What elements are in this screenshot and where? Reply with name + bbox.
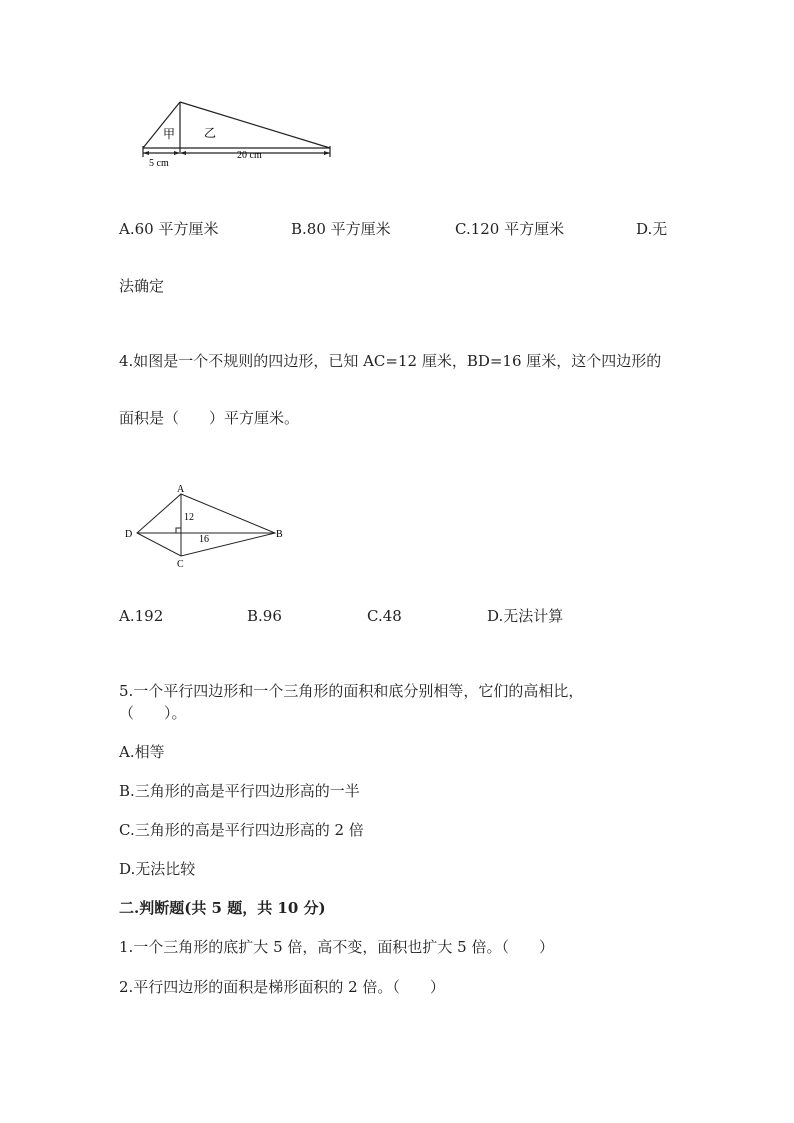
quadrilateral-figure (0, 478, 794, 588)
q3-option-d[interactable]: D.无 (636, 220, 668, 238)
arrow-left-start (143, 151, 149, 155)
dim-left-label: 5 cm (149, 158, 169, 169)
q3-option-b[interactable]: B.80 平方厘米 (291, 220, 391, 238)
label-yi: 乙 (204, 126, 217, 140)
right-angle-mark (176, 528, 181, 533)
arrow-left-end (174, 151, 180, 155)
dim-right-label: 20 cm (237, 150, 262, 161)
triangle-right-side (180, 102, 330, 148)
q5-stem-line2: （ ）。 (119, 704, 187, 722)
q4-option-b[interactable]: B.96 (247, 607, 282, 625)
label-12: 12 (184, 512, 194, 523)
vertex-b: B (276, 529, 283, 540)
arrow-right-end (324, 151, 330, 155)
q4-option-c[interactable]: C.48 (367, 607, 402, 625)
arrow-right-start (180, 151, 186, 155)
q5-option-b[interactable]: B.三角形的高是平行四边形高的一半 (119, 782, 360, 800)
q3-option-d-continued: 法确定 (119, 277, 165, 295)
q4-option-a[interactable]: A.192 (119, 607, 164, 625)
vertex-d: D (125, 529, 133, 540)
q5-stem-line1: 5.一个平行四边形和一个三角形的面积和底分别相等，它们的高相比， (119, 682, 584, 700)
q4-option-d[interactable]: D.无法计算 (487, 607, 564, 625)
q5-option-a[interactable]: A.相等 (119, 743, 165, 761)
q3-option-c[interactable]: C.120 平方厘米 (455, 220, 565, 238)
quadrilateral-outline (137, 494, 275, 556)
q5-option-c[interactable]: C.三角形的高是平行四边形高的 2 倍 (119, 821, 364, 839)
judge-item-1: 1.一个三角形的底扩大 5 倍，高不变，面积也扩大 5 倍。（ ） (119, 938, 554, 956)
vertex-a: A (177, 484, 185, 495)
q5-option-d[interactable]: D.无法比较 (119, 860, 196, 878)
label-16: 16 (199, 534, 209, 545)
triangle-left-side (143, 102, 180, 148)
triangle-figure (0, 90, 794, 270)
judge-item-2: 2.平行四边形的面积是梯形面积的 2 倍。（ ） (119, 978, 445, 996)
q4-stem-line1: 4.如图是一个不规则的四边形，已知 AC=12 厘米，BD=16 厘米，这个四边形的 (119, 352, 662, 370)
label-jia: 甲 (163, 127, 176, 141)
q3-option-a[interactable]: A.60 平方厘米 (119, 220, 219, 238)
q4-stem-line2: 面积是（ ）平方厘米。 (119, 409, 300, 427)
section2-title: 二.判断题(共 5 题，共 10 分) (119, 899, 326, 917)
vertex-c: C (177, 559, 184, 570)
